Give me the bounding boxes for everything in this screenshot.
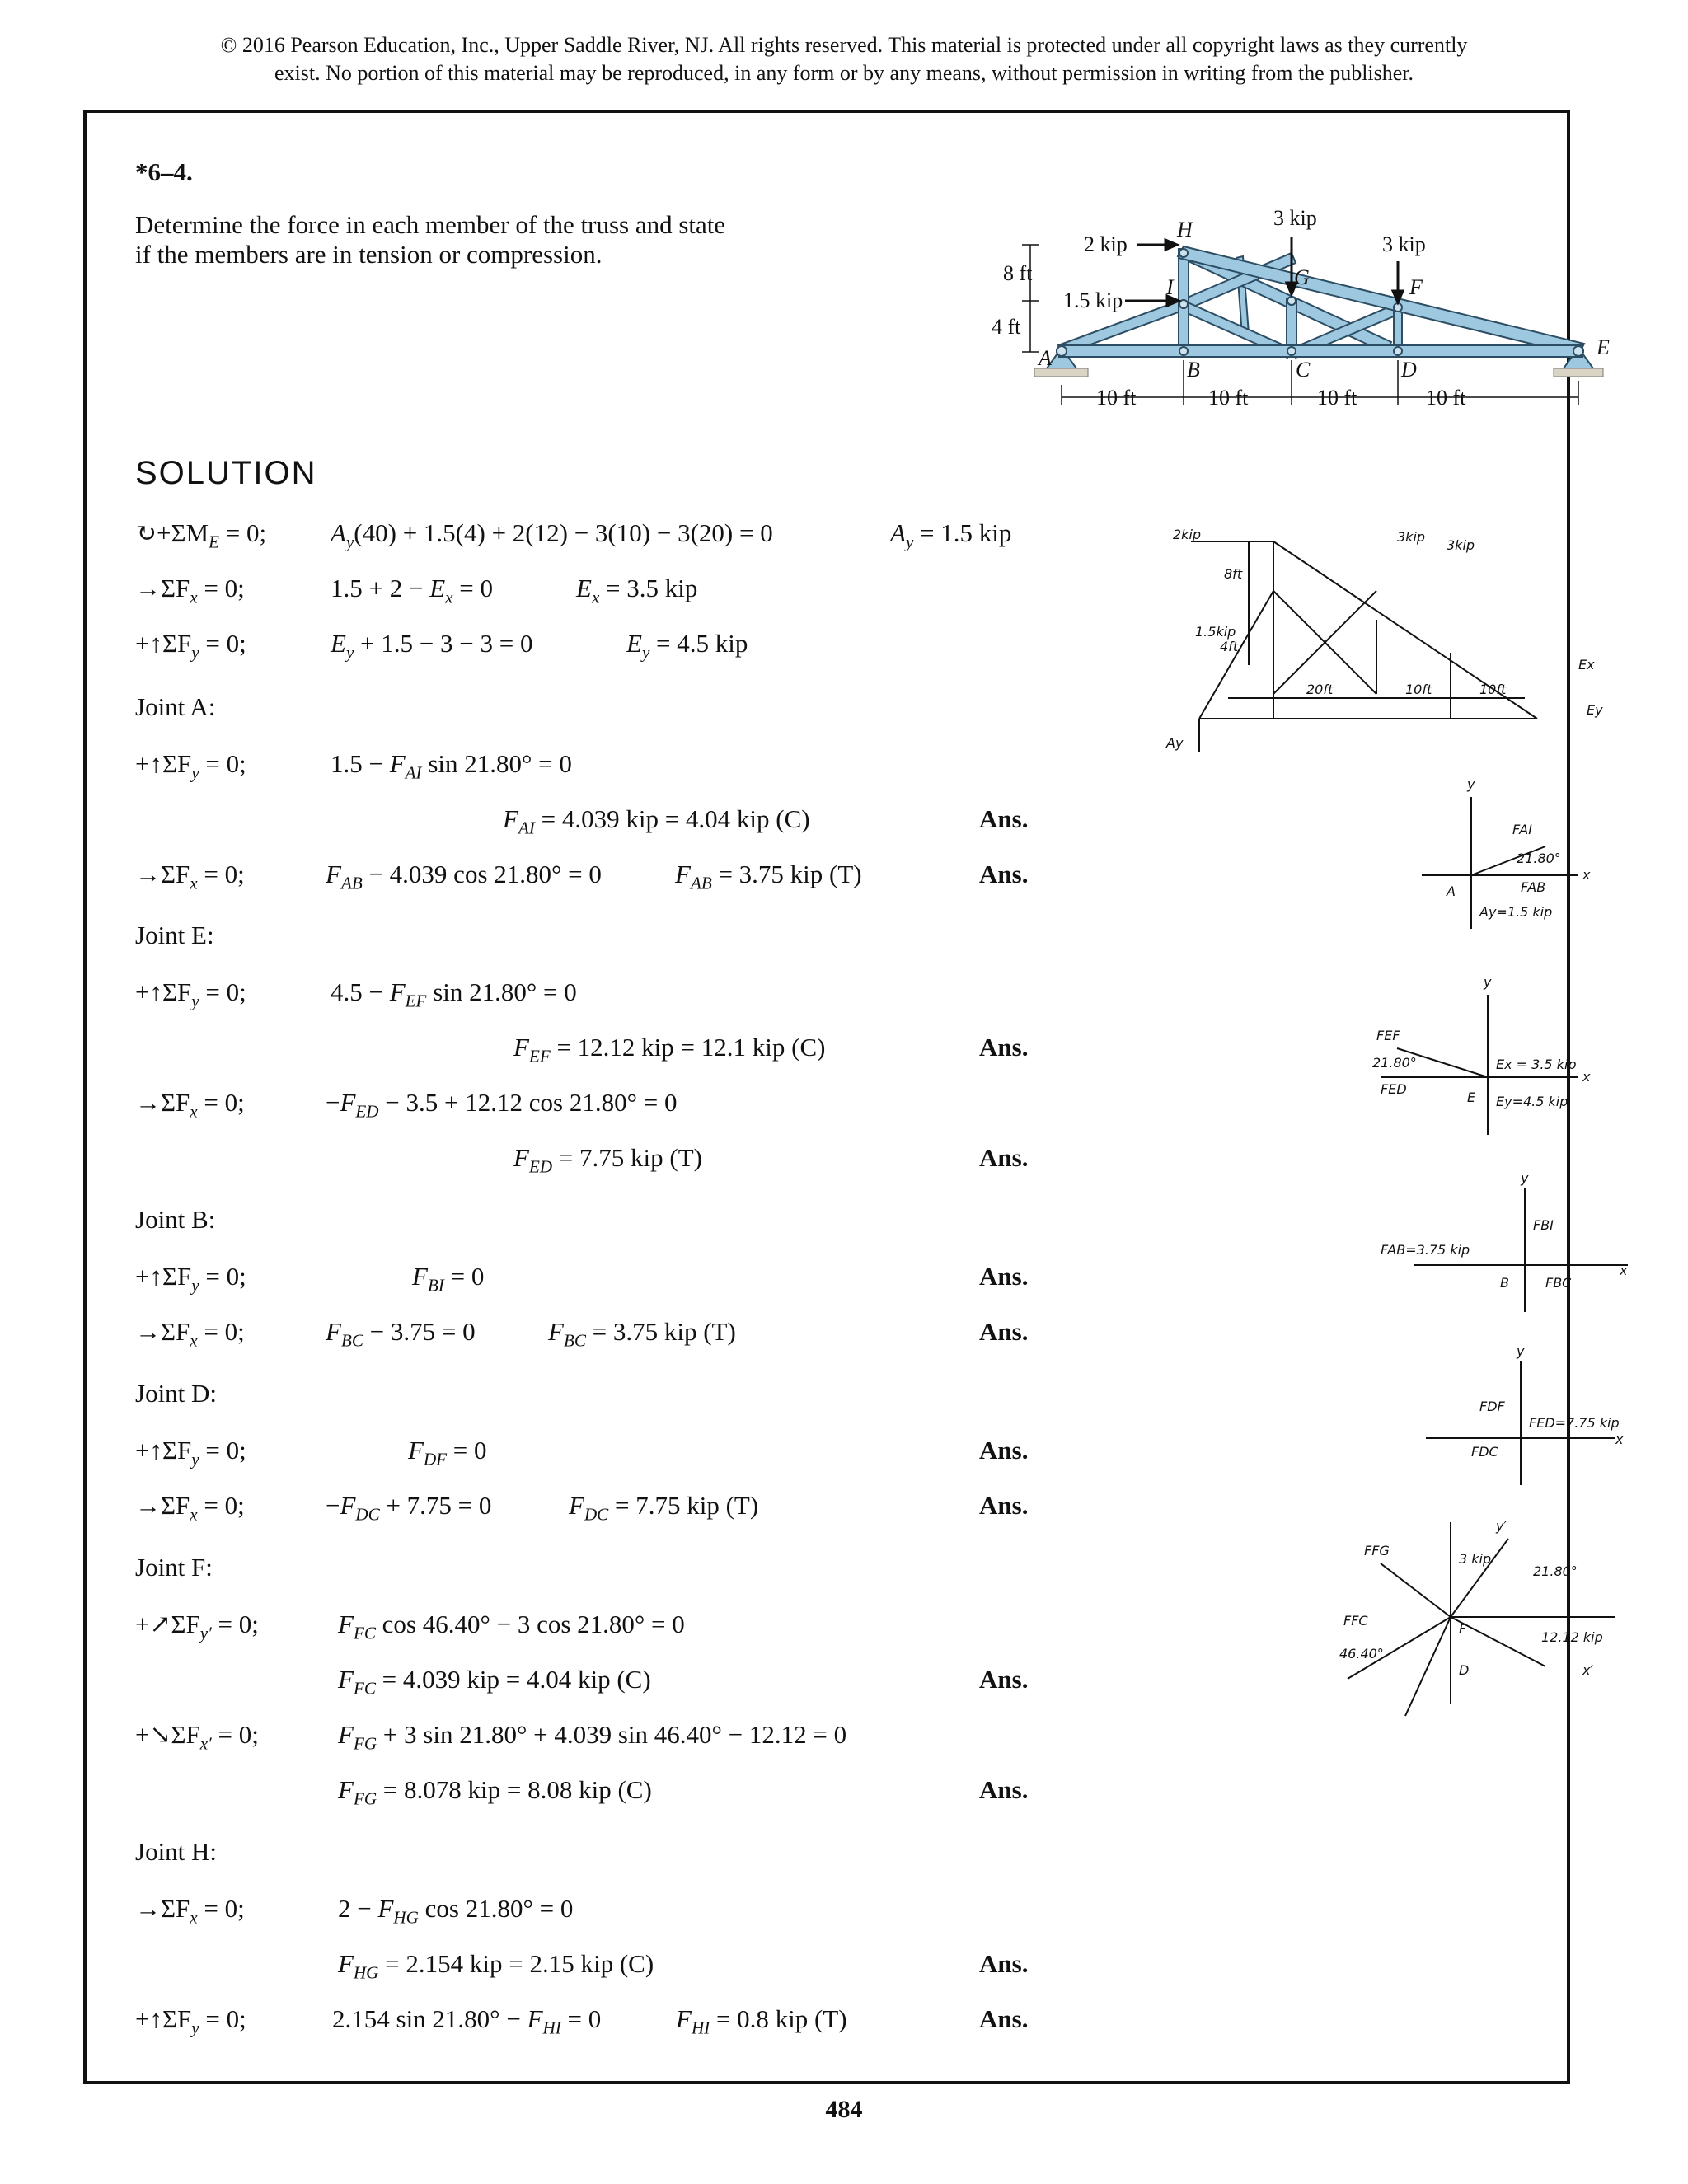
sketch-f-label-46deg: 46.40° xyxy=(1339,1646,1384,1661)
sketch-b-label-fbc: FBC xyxy=(1545,1275,1572,1291)
joint-a-heading: Joint A: xyxy=(135,692,216,721)
sketch-fbd-label-10ft-a: 10ft xyxy=(1405,682,1432,697)
sketch-f-label-ffg: FFG xyxy=(1364,1543,1390,1558)
node-g: G xyxy=(1294,265,1310,289)
joint-a-fx-eq: $F_{AB} - 4.039$ cos 21.80° = 0 xyxy=(326,860,602,893)
joint-b-fbi-result: $F_{BI} = 0$ xyxy=(412,1262,485,1296)
joint-d-fx-eq: $-F_{DC} + 7.75 = 0$ xyxy=(326,1491,492,1525)
label-4ft: 4 ft xyxy=(992,315,1021,339)
joint-e-fx-label: $\to\Sigma F_x = 0$; xyxy=(135,1088,245,1122)
sketch-b-label-y: y xyxy=(1521,1170,1529,1186)
node-i: I xyxy=(1166,275,1174,299)
sketch-joint-e xyxy=(1348,970,1644,1160)
joint-b-fy-label: $+↑\Sigma F_y = 0$; xyxy=(135,1262,246,1296)
ans-fhi: Ans. xyxy=(979,2004,1029,2033)
node-f: F xyxy=(1409,275,1423,299)
label-10ft-2: 10 ft xyxy=(1208,386,1249,410)
joint-d-fdf-result: $F_{DF} = 0$ xyxy=(408,1436,487,1469)
node-e: E xyxy=(1597,335,1610,359)
joint-b-fx-label: $\to\Sigma F_x = 0$; xyxy=(135,1317,245,1351)
label-2kip: 2 kip xyxy=(1084,232,1128,256)
eq-fx-global-result: $E_x = 3.5$ kip xyxy=(576,574,698,607)
joint-a-fy-label: $+↑\Sigma F_y = 0$; xyxy=(135,749,246,783)
truss-post-h xyxy=(1179,249,1189,348)
joint-e-fy-label: $+↑\Sigma F_y = 0$; xyxy=(135,977,246,1011)
sketch-e-label-y: y xyxy=(1484,974,1492,990)
sketch-e-label-fed: FED xyxy=(1381,1081,1407,1097)
sketch-b-label-b: B xyxy=(1500,1275,1509,1291)
ground-e xyxy=(1554,368,1603,377)
sketch-fbd-label-10ft-b: 10ft xyxy=(1479,682,1507,697)
joint-h-fhi-result: $F_{HI} = 0.8$ kip (T) xyxy=(676,2004,847,2038)
eq-fy-global: $E_y + 1.5 - 3 - 3 = 0$ xyxy=(331,629,533,663)
ans-ffg: Ans. xyxy=(979,1775,1029,1804)
problem-statement-2: if the members are in tension or compression. xyxy=(135,240,603,269)
label-10ft-3: 10 ft xyxy=(1317,386,1357,410)
joint-f-fxp-eq: $F_{FG} + 3$ sin 21.80° + 4.039 sin 46.40° − 12.12 = 0 xyxy=(338,1720,847,1754)
sketch-joint-f xyxy=(1224,1514,1636,1728)
sketch-a-label-ay: Ay=1.5 kip xyxy=(1479,904,1553,920)
sketch-a-label-y: y xyxy=(1467,776,1475,792)
sketch-fbd-label-8ft: 8ft xyxy=(1224,566,1243,582)
sketch-fbd-label-ey: Ey xyxy=(1587,702,1603,718)
sketch-e-label-x: x xyxy=(1582,1069,1591,1085)
sketch-a-label-a: A xyxy=(1447,883,1456,899)
joint-h-fhg-result: $F_{HG} = 2.154$ kip = 2.15 kip (C) xyxy=(338,1949,654,1983)
joint-d-heading: Joint D: xyxy=(135,1379,218,1408)
joint-f-heading: Joint F: xyxy=(135,1553,213,1582)
sketch-e-label-ey: Ey=4.5 kip xyxy=(1496,1094,1568,1109)
sketch-f-label-yp: y′ xyxy=(1496,1518,1507,1534)
sketch-fbd-label-4ft: 4ft xyxy=(1220,639,1239,654)
eq-label-fy-global: $+↑\Sigma F_y = 0$; xyxy=(135,629,246,663)
sketch-b-label-fab: FAB=3.75 kip xyxy=(1381,1242,1470,1258)
joint-d-fdc-result: $F_{DC} = 7.75$ kip (T) xyxy=(569,1491,759,1525)
node-d: D xyxy=(1401,358,1417,382)
joint-b-fx-eq: $F_{BC} - 3.75 = 0$ xyxy=(326,1317,476,1351)
sketch-fbd-label-20ft: 20ft xyxy=(1306,682,1334,697)
ans-ffc: Ans. xyxy=(979,1665,1029,1694)
ans-fhg: Ans. xyxy=(979,1949,1029,1978)
sketch-fbd-label-2kip: 2kip xyxy=(1173,529,1202,542)
sketch-a-label-fai: FAI xyxy=(1512,822,1532,837)
joint-a-fab-result: $F_{AB} = 3.75$ kip (T) xyxy=(675,860,862,893)
sketch-d-label-x: x xyxy=(1615,1432,1624,1447)
sketch-f-label-angle: 21.80° xyxy=(1533,1563,1578,1579)
label-10ft-4: 10 ft xyxy=(1426,386,1466,410)
sketch-b-label-x: x xyxy=(1620,1263,1628,1278)
sketch-a-label-x: x xyxy=(1582,867,1591,883)
label-3kip-top: 3 kip xyxy=(1273,206,1317,230)
solution-heading: SOLUTION xyxy=(135,455,317,491)
joint-f-fxp-label: $+↘\Sigma F_{x'} = 0$; xyxy=(135,1720,259,1754)
node-h: H xyxy=(1177,218,1193,241)
eq-fx-global: $1.5 + 2 - E_x = 0$ xyxy=(331,574,493,607)
joint-b-fbc-result: $F_{BC} = 3.75$ kip (T) xyxy=(548,1317,736,1351)
ans-fed: Ans. xyxy=(979,1143,1029,1172)
ans-fbc: Ans. xyxy=(979,1317,1029,1346)
ans-fab: Ans. xyxy=(979,860,1029,888)
joint-h-fx-eq: $2 - F_{HG}$ cos 21.80° = 0 xyxy=(338,1894,574,1928)
joint-h-heading: Joint H: xyxy=(135,1837,218,1866)
ans-fdf: Ans. xyxy=(979,1436,1029,1465)
copyright-notice xyxy=(0,31,1688,87)
sketch-f-label-ffc: FFC xyxy=(1343,1613,1368,1629)
sketch-e-label-ex: Ex = 3.5 kip xyxy=(1496,1057,1577,1072)
sketch-f-label-12kip: 12.12 kip xyxy=(1541,1629,1603,1645)
label-1-5kip: 1.5 kip xyxy=(1063,288,1123,312)
joint-b-heading: Joint B: xyxy=(135,1205,216,1234)
ans-fai: Ans. xyxy=(979,804,1029,833)
joint-a-fy-eq: $1.5 - F_{AI}$ sin 21.80° = 0 xyxy=(331,749,572,783)
sketch-d-label-fed: FED=7.75 kip xyxy=(1529,1415,1620,1431)
joint-e-heading: Joint E: xyxy=(135,921,214,949)
sketch-d-label-fdf: FDF xyxy=(1479,1399,1505,1414)
problem-statement-1: Determine the force in each member of the truss and state xyxy=(135,210,726,239)
sketch-b-label-fbi: FBI xyxy=(1533,1217,1554,1233)
joint-h-fy-eq: 2.154 $\sin 21.80^\circ - F_{HI} = 0$ xyxy=(332,2004,602,2038)
sketch-joint-d xyxy=(1368,1341,1648,1497)
eq-label-fx-global: $\to\Sigma F_x = 0$; xyxy=(135,574,245,607)
sketch-f-label-d: D xyxy=(1459,1662,1470,1678)
truss-member-gc xyxy=(1287,299,1296,350)
joint-e-fy-eq: $4.5 - F_{EF}$ sin 21.80° = 0 xyxy=(331,977,577,1011)
sketch-d-label-fdc: FDC xyxy=(1471,1444,1498,1460)
eq-label-me: $↻+\Sigma M_E = 0$; xyxy=(135,518,267,552)
sketch-a-label-fab: FAB xyxy=(1521,879,1546,895)
eq-me: $A_y(40) + 1.5(4) + 2(12) - 3(10) - 3(20) = 0$ xyxy=(331,518,773,552)
label-8ft: 8 ft xyxy=(1003,261,1033,285)
joint-h-fy-label: $+↑\Sigma F_y = 0$; xyxy=(135,2004,246,2038)
joint-f-ffg-result: $F_{FG} = 8.078$ kip = 8.08 kip (C) xyxy=(338,1775,652,1809)
sketch-fbd-label-3kip-a: 3kip xyxy=(1397,529,1426,545)
sketch-joint-b xyxy=(1348,1168,1644,1333)
joint-e-fef-result: $F_{EF} = 12.12$ kip = 12.1 kip (C) xyxy=(513,1033,826,1066)
sketch-fbd-label-ex: Ex xyxy=(1578,657,1595,673)
problem-number: *6–4. xyxy=(135,157,193,186)
eq-fy-global-result: $E_y = 4.5$ kip xyxy=(626,629,748,663)
joint-e-fed-result: $F_{ED} = 7.75$ kip (T) xyxy=(513,1143,702,1177)
sketch-d-label-y: y xyxy=(1517,1343,1525,1359)
solution-frame xyxy=(83,110,1628,2084)
node-a: A xyxy=(1039,346,1052,370)
sketch-fbd-label-ay: Ay xyxy=(1166,735,1184,751)
joint-a-fx-label: $\to\Sigma F_x = 0$; xyxy=(135,860,245,893)
sketch-e-label-fef: FEF xyxy=(1376,1028,1400,1043)
sketch-joint-a xyxy=(1381,772,1644,962)
joint-d-fx-label: $\to\Sigma F_x = 0$; xyxy=(135,1491,245,1525)
sketch-f-label-3kip: 3 kip xyxy=(1459,1551,1492,1567)
joint-f-ffc-result: $F_{FC} = 4.039$ kip = 4.04 kip (C) xyxy=(338,1665,651,1699)
sketch-f-label-f: F xyxy=(1459,1621,1467,1637)
sketch-e-label-angle: 21.80° xyxy=(1372,1055,1417,1071)
truss-member-bottom xyxy=(1059,345,1582,357)
node-c: C xyxy=(1296,358,1311,382)
ans-fdc: Ans. xyxy=(979,1491,1029,1520)
joint-d-fy-label: $+↑\Sigma F_y = 0$; xyxy=(135,1436,246,1469)
ans-fbi: Ans. xyxy=(979,1262,1029,1291)
sketch-a-label-angle: 21.80° xyxy=(1517,851,1561,866)
node-b: B xyxy=(1187,358,1200,382)
sketch-e-label-e: E xyxy=(1467,1090,1476,1105)
eq-me-result: $A_y = 1.5$ kip xyxy=(890,518,1012,552)
sketch-f-label-xp: x′ xyxy=(1582,1662,1594,1678)
joint-e-fx-eq: $-F_{ED} - 3.5 + 12.12$ cos 21.80° = 0 xyxy=(326,1088,678,1122)
copyright-line-1: © 2016 Pearson Education, Inc., Upper Saddle River, NJ. All rights reserved. This material is protected under all copyright laws as they currently xyxy=(220,33,1468,57)
joint-a-fai-result: $F_{AI} = 4.039$ kip = 4.04 kip (C) xyxy=(503,804,810,838)
joint-f-fyp-eq: $F_{FC}$ cos 46.40° − 3 cos 21.80° = 0 xyxy=(338,1610,685,1643)
copyright-line-2: exist. No portion of this material may be reproduced, in any form or by any means, without permission in writing from the publisher. xyxy=(274,61,1414,85)
joint-h-fx-label: $\to\Sigma F_x = 0$; xyxy=(135,1894,245,1928)
sketch-fbd-label-1-5kip: 1.5kip xyxy=(1195,624,1236,640)
label-3kip-right: 3 kip xyxy=(1382,232,1426,256)
label-10ft-1: 10 ft xyxy=(1096,386,1137,410)
page-number: 484 xyxy=(825,2096,863,2123)
sketch-fbd-label-3kip-b: 3kip xyxy=(1447,537,1475,553)
ans-fef: Ans. xyxy=(979,1033,1029,1062)
joint-f-fyp-label: $+↗\Sigma F_{y'} = 0$; xyxy=(135,1610,259,1643)
